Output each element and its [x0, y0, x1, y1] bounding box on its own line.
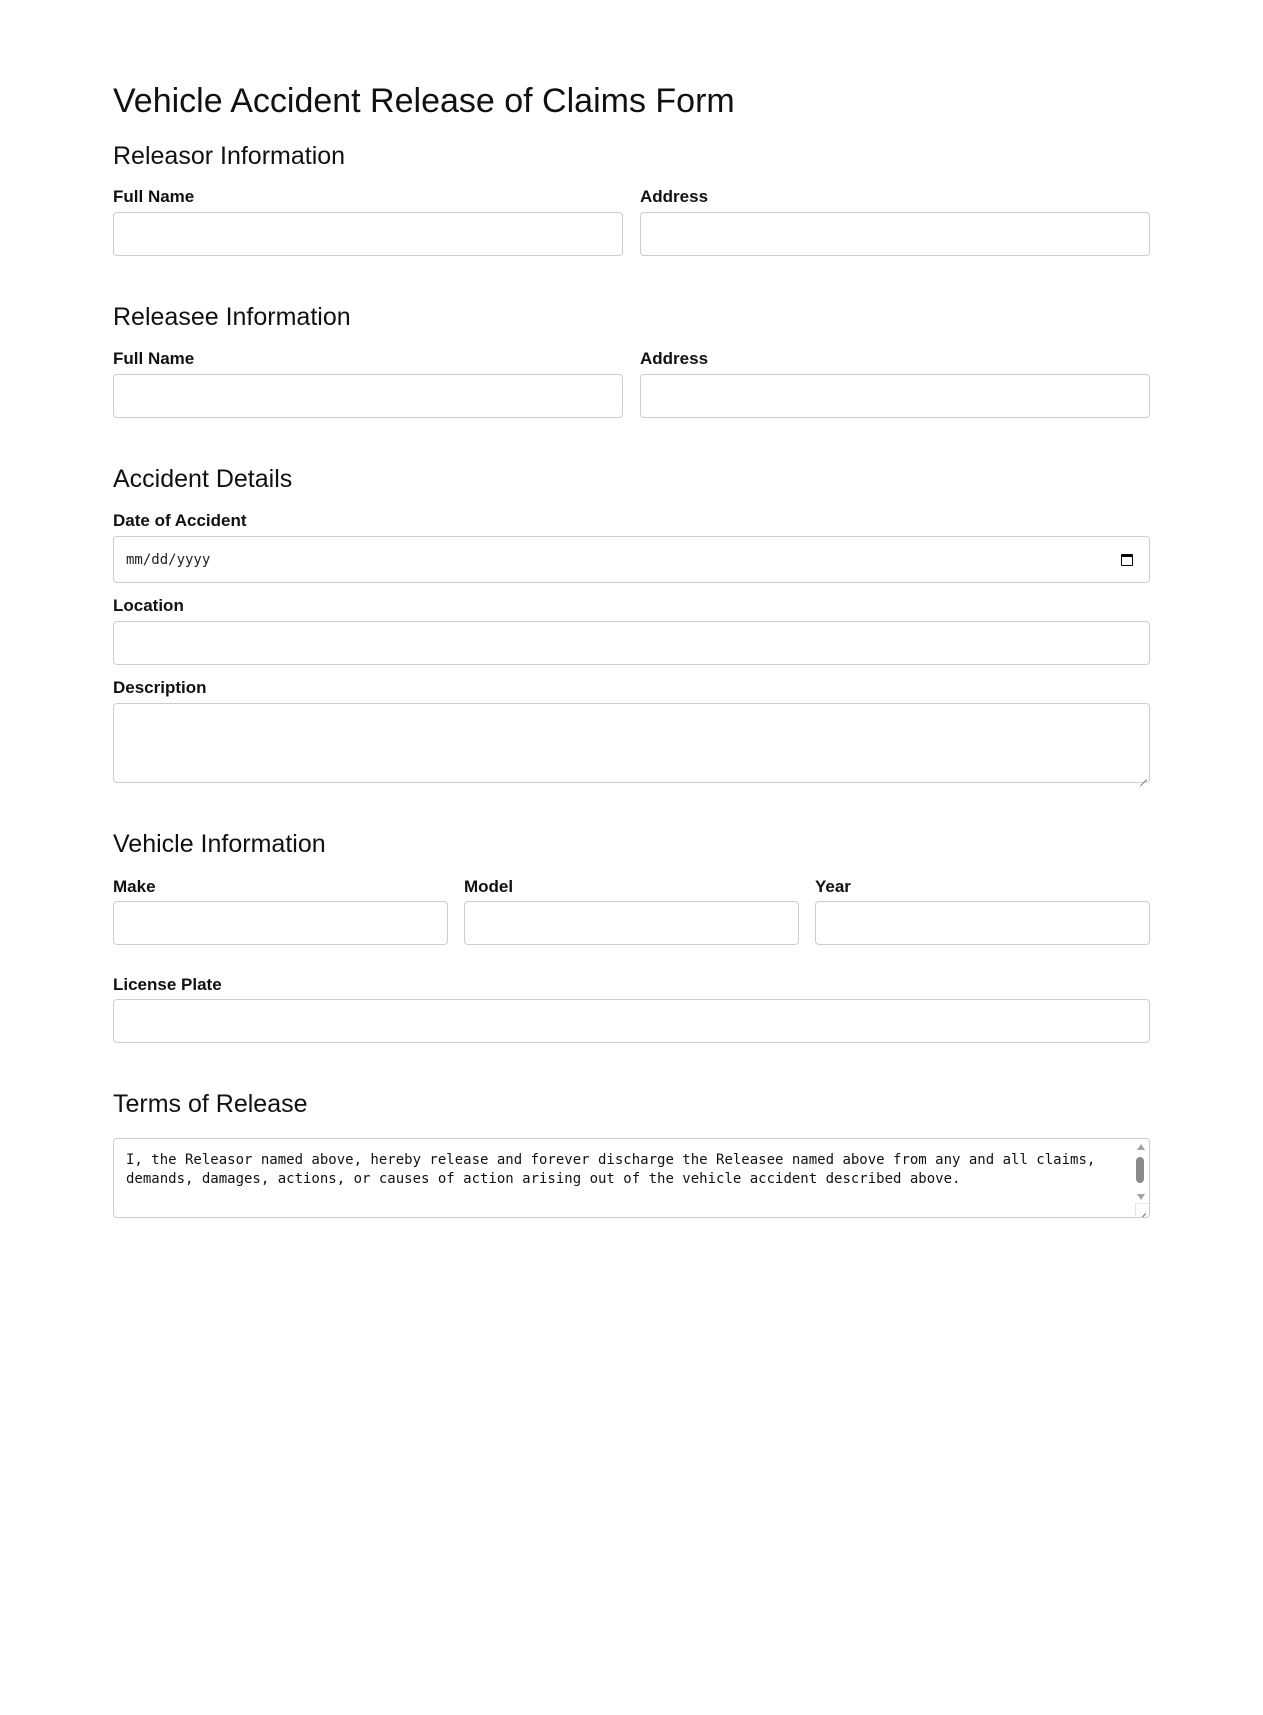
- page-title: Vehicle Accident Release of Claims Form: [113, 82, 735, 120]
- releasee-address-label: Address: [640, 349, 709, 368]
- terms-section-heading: Terms of Release: [113, 1090, 308, 1118]
- date-placeholder: mm/dd/yyyy: [126, 551, 211, 568]
- model-label: Model: [464, 877, 514, 896]
- make-input[interactable]: [113, 901, 448, 945]
- make-label: Make: [113, 877, 156, 896]
- license-plate-input[interactable]: [113, 999, 1150, 1043]
- releasor-full-name-label: Full Name: [113, 187, 195, 206]
- vehicle-section-heading: Vehicle Information: [113, 830, 326, 858]
- scrollbar-thumb[interactable]: [1136, 1157, 1144, 1183]
- releasee-address-input[interactable]: [640, 374, 1150, 418]
- releasee-full-name-input[interactable]: [113, 374, 623, 418]
- resize-handle-icon[interactable]: [1135, 1203, 1148, 1216]
- releasor-address-label: Address: [640, 187, 709, 206]
- terms-text: I, the Releasor named above, hereby release and forever discharge the Releasee named above from any and all claims, demands, damages, actions, or causes of action arising out of the vehicle accident described above.: [126, 1152, 1104, 1187]
- terms-textarea[interactable]: [113, 1138, 1150, 1218]
- accident-section-heading: Accident Details: [113, 465, 293, 493]
- year-label: Year: [815, 877, 851, 896]
- releasee-full-name-label: Full Name: [113, 349, 195, 368]
- model-input[interactable]: [464, 901, 799, 945]
- releasor-section-heading: Releasor Information: [113, 142, 346, 170]
- releasor-full-name-input[interactable]: [113, 212, 623, 256]
- scroll-up-arrow-icon[interactable]: [1137, 1144, 1145, 1150]
- description-textarea[interactable]: [113, 703, 1150, 783]
- license-plate-label: License Plate: [113, 975, 222, 994]
- date-of-accident-input[interactable]: [113, 536, 1150, 583]
- releasee-section-heading: Releasee Information: [113, 303, 351, 331]
- year-input[interactable]: [815, 901, 1150, 945]
- date-of-accident-label: Date of Accident: [113, 511, 247, 530]
- releasor-address-input[interactable]: [640, 212, 1150, 256]
- terms-scrollbar[interactable]: [1134, 1141, 1147, 1201]
- description-label: Description: [113, 678, 207, 697]
- location-input[interactable]: [113, 621, 1150, 665]
- scroll-down-arrow-icon[interactable]: [1137, 1194, 1145, 1200]
- location-label: Location: [113, 596, 184, 615]
- calendar-icon[interactable]: [1121, 554, 1133, 566]
- resize-handle-icon[interactable]: [1139, 772, 1147, 780]
